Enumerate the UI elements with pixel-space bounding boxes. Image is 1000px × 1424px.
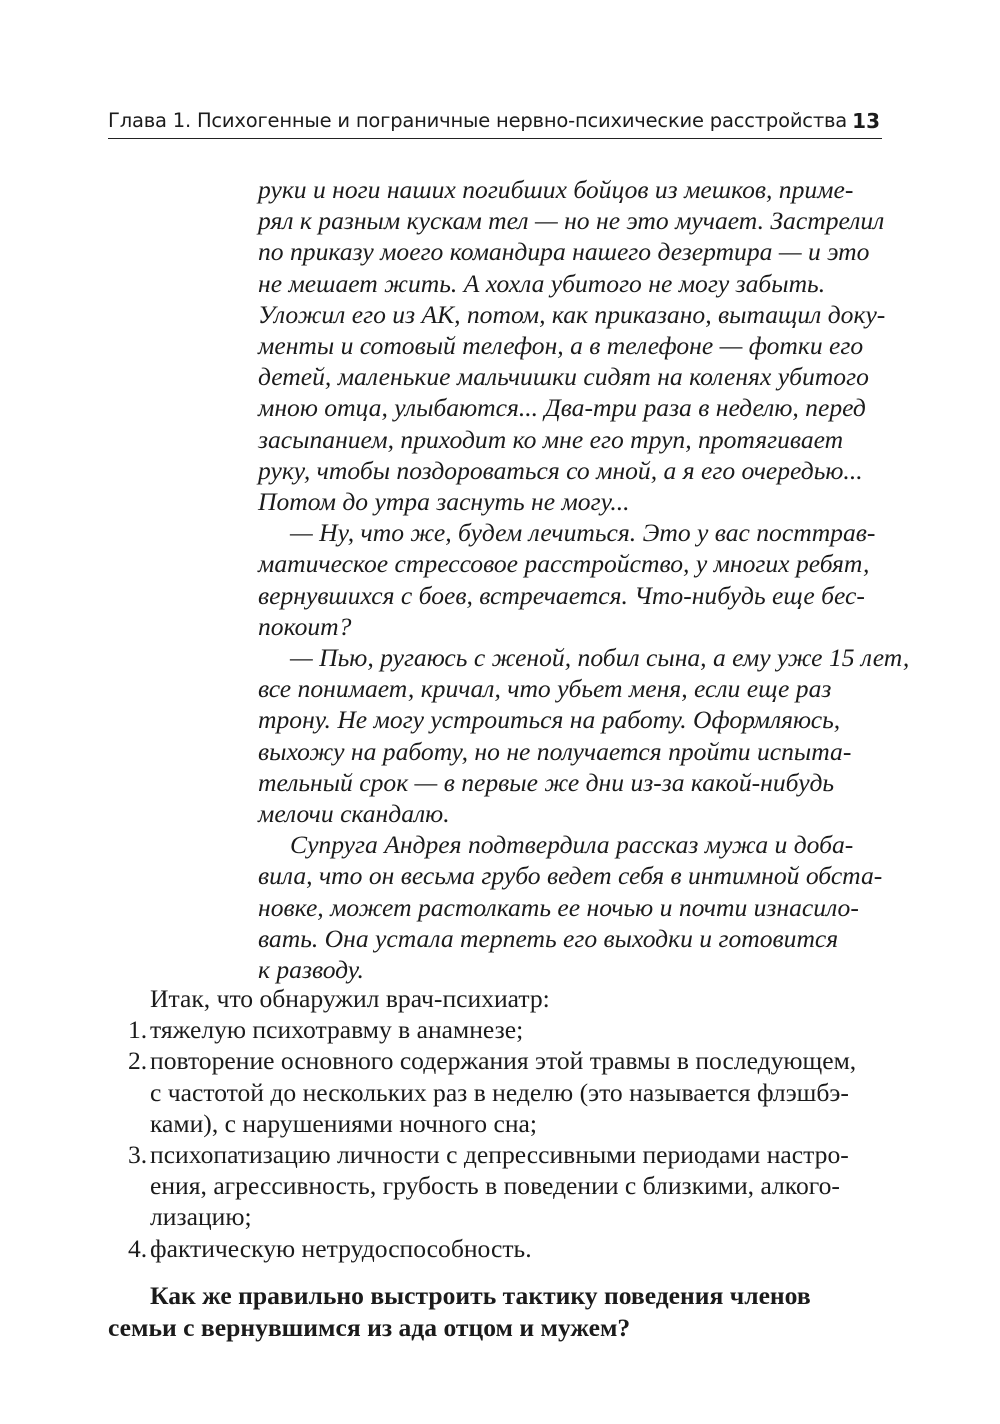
list-item-line: тяжелую психотравму в анамнезе; xyxy=(150,1015,524,1045)
list-item-number: 1. xyxy=(128,1015,148,1045)
list-item-number: 3. xyxy=(128,1140,148,1170)
list-item xyxy=(108,1233,884,1264)
quote-line: Супруга Андрея подтвердила рассказ мужа и доба- xyxy=(290,830,854,860)
quote-line: вать. Она устала терпеть его выходки и готовится xyxy=(258,923,839,953)
section-heading-line: Как же правильно выстроить тактику поведения членов xyxy=(150,1281,811,1310)
quote-line: мелочи скандалю. xyxy=(258,799,450,829)
quote-line: руки и ноги наших погибших бойцов из мешков, приме- xyxy=(258,175,854,204)
quote-line: засыпанием, приходит ко мне его труп, протягивает xyxy=(258,424,844,454)
quote-line: — Ну, что же, будем лечиться. Это у вас посттрав- xyxy=(290,518,876,548)
quote-line: все понимает, кричал, что убьет меня, если еще раз xyxy=(258,674,832,704)
list-item-number: 4. xyxy=(128,1233,148,1263)
page-number: 13 xyxy=(852,109,880,133)
quote-line: Уложил его из АК, потом, как приказано, вытащил доку- xyxy=(258,299,886,329)
quote-line: мною отца, улыбаются... Два-три раза в неделю, перед xyxy=(258,393,866,423)
quote-line: менты и сотовый телефон, а в телефоне — фотки его xyxy=(258,331,864,361)
list-item-line: психопатизацию личности с депрессивными периодами настро- xyxy=(150,1140,849,1170)
list-item-line: лизацию; xyxy=(150,1202,252,1232)
quote-line: вила, что он весьма грубо ведет себя в интимной обста- xyxy=(258,861,883,891)
list-item xyxy=(108,1139,884,1233)
quote-line: по приказу моего командира нашего дезертира — и это xyxy=(258,237,870,267)
quote-line: руку, чтобы поздороваться со мной, а я его очередью... xyxy=(258,455,863,485)
list-item xyxy=(108,1014,884,1045)
quote-line: матическое стрессовое расстройство, у многих ребят, xyxy=(258,549,870,579)
quote-line: выхожу на работу, но не получается пройти испыта- xyxy=(258,736,852,766)
quote-line: Потом до утра заснуть не могу... xyxy=(258,487,630,517)
quote-line: покоит? xyxy=(258,611,352,641)
section-heading-line: семьи с вернувшимся из ада отцом и мужем? xyxy=(108,1312,631,1342)
section-heading xyxy=(108,1280,884,1343)
quote-line: новке, может растолкать ее ночью и почти изнасило- xyxy=(258,892,859,922)
quote-line: вернувшихся с боев, встречается. Что-нибудь еще бес- xyxy=(258,580,865,610)
quote-line: — Пью, ругаюсь с женой, побил сына, а ему уже 15 лет, xyxy=(290,643,910,673)
list-item-number: 2. xyxy=(128,1046,148,1076)
quote-line: не мешает жить. А хохла убитого не могу забыть. xyxy=(258,268,826,298)
quote-line: тельный срок — в первые же дни из-за какой-нибудь xyxy=(258,767,835,797)
findings-intro: Итак, что обнаружил врач-психиатр: xyxy=(150,984,550,1013)
list-item-line: фактическую нетрудоспособность. xyxy=(150,1233,532,1263)
quote-line: к разводу. xyxy=(258,955,364,985)
list-item-line: ения, агрессивность, грубость в поведении с близкими, алкого- xyxy=(150,1171,840,1201)
list-item xyxy=(108,1045,884,1139)
findings-section xyxy=(108,983,884,1264)
findings-list xyxy=(108,1014,884,1264)
case-quote xyxy=(258,174,910,985)
page-header xyxy=(108,108,882,139)
quote-line: рял к разным кускам тел — но не это мучает. Застрелил xyxy=(258,206,885,236)
quote-line: детей, маленькие мальчишки сидят на коленях убитого xyxy=(258,362,869,392)
running-head: Глава 1. Психогенные и пограничные нервно-психические расстройства xyxy=(108,109,848,132)
list-item-line: ками), с нарушениями ночного сна; xyxy=(150,1108,537,1138)
list-item-line: с частотой до нескольких раз в неделю (это называется флэшбэ- xyxy=(150,1077,849,1107)
list-item-line: повторение основного содержания этой травмы в последующем, xyxy=(150,1046,857,1076)
quote-line: трону. Не могу устроиться на работу. Оформляюсь, xyxy=(258,705,841,735)
